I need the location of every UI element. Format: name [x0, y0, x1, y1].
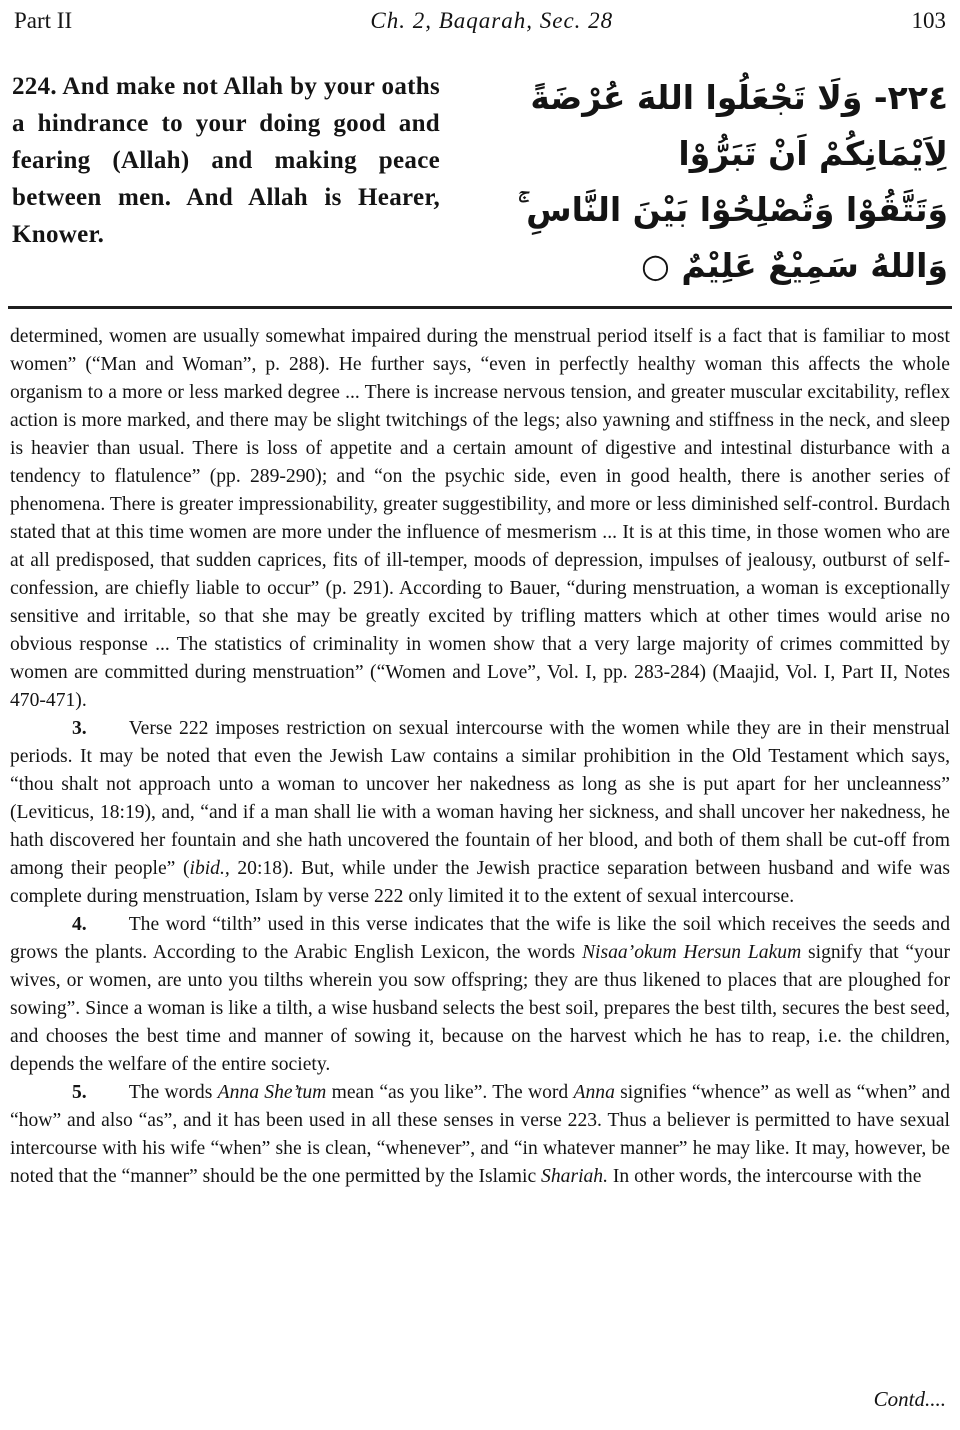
text-segment: Verse 222 imposes restriction on sexual intercourse with the women while they are in their menstrual periods. It may be noted that even the Jewish Law contains a similar prohibition in the Old Testament which says, “thou shalt not approach unto a woman to uncover her nakedness as long as she is put apart for her uncleanness” (Leviticus, 18:19), and, “and if a man shall lie with a woman having her sickness, and shall uncover her nakedness, he hath discovered her fountain and she hath uncovered the fountain of her blood, and both of them shall be cut-off from among their people” ( — [10, 718, 950, 879]
text-segment: signify that “your wives, or women, are unto you tilths wherein you sow offspring; they are thus likened to places that are ploughed for sowing”. Since a woman is like a tilth, a wise husband selects the best soil, prepares the best tilth, secures the best seed, and chooses the best time and manner of sowing it, because on the harvest which he has to reap, i.e. the children, depends the welfare of the entire society. — [10, 942, 950, 1075]
text-segment: determined, women are usually somewhat impaired during the menstrual period itself is a fact that is familiar to most women” (“Man and Woman”, p. 288). He further says, “even in perfectly healthy woman this affects the whole organism to a more or less marked degree ... There is increase nervous tension, and greater muscular excitability, reflex action is more marked, and there may be slight twitchings of the legs; also yawning and stiffness in the neck, and sleep is heavier than usual. There is loss of appetite and a certain amount of digestive and intestinal disturbance with a tendency to flatulence” (pp. 289-290); and “on the psychic side, even in good health, there is another series of phenomena. There is greater impressionability, greater suggestibility, and more or less diminished self-control. Burdach stated that at this time women are more under the influence of mesmerism ... It is at this time, in those women who are at all predisposed, that sudden caprices, fits of ill-temper, moods of depression, impulses of jealousy, outburst of self-confession, are chiefly liable to occur” (p. 291). According to Bauer, “during menstruation, a woman is exceptionally sensitive and irritable, so that she may be greatly excited by trifling matters which at other times would arise no obvious response ... The statistics of criminality in women show that a very large majority of crimes committed by women are committed during menstruation” (“Women and Love”, Vol. I, pp. 283-284) (Maajid, Vol. I, Part II, Notes 470-471). — [10, 326, 950, 711]
commentary-paragraph-continuation — [10, 323, 950, 715]
page-header — [0, 0, 960, 34]
text-segment: The words — [128, 1082, 218, 1103]
text-segment: The word “tilth” used in this verse indicates that the wife is like the soil which receives the seeds and grows the plants. According to the Arabic English Lexicon, the words — [10, 914, 950, 963]
header-page-number: 103 — [911, 8, 946, 33]
text-segment: Nisaa’okum Hersun Lakum — [581, 942, 802, 963]
header-chapter-title: Ch. 2, Baqarah, Sec. 28 — [370, 8, 614, 33]
text-segment: ibid., — [189, 858, 230, 879]
text-segment: Shariah. — [541, 1166, 608, 1187]
text-segment: Anna — [573, 1082, 615, 1103]
continued-marker: Contd.... — [873, 1387, 946, 1411]
verse-translation: 224. And make not Allah by your oaths a hindrance to your doing good and fearing (Allah) and making peace between men. And Allah is Hearer, Knower. — [12, 73, 440, 248]
text-segment: Anna She’tum — [217, 1082, 327, 1103]
text-segment: In other words, the intercourse with the — [608, 1166, 922, 1187]
commentary-paragraph-note-4 — [10, 911, 950, 1079]
text-segment: 20:18). But, while under the Jewish practice separation between husband and wife was complete during menstruation, Islam by verse 222 only limited it to the extent of sexual intercourse. — [10, 858, 950, 907]
commentary-paragraph-note-5 — [10, 1079, 950, 1191]
arabic-line: ٢٢٤- وَلَا تَجْعَلُوا اللهَ عُرْضَةً — [530, 78, 948, 117]
header-part-label: Part II — [14, 8, 73, 33]
arabic-line: وَاللهُ سَمِيْعٌ عَلِيْمٌ ○ — [641, 246, 948, 285]
text-segment: 4. — [72, 914, 87, 935]
text-segment: mean “as you like”. The word — [326, 1082, 574, 1103]
commentary-paragraph-note-3 — [10, 715, 950, 911]
text-segment: 3. — [72, 718, 87, 739]
verse-arabic-text — [468, 68, 948, 294]
text-segment: 5. — [72, 1082, 87, 1103]
arabic-line: وَتَتَّقُوْا وَتُصْلِحُوْا بَيْنَ النَّاسِ ۚ — [517, 190, 948, 229]
text-segment: signifies “whence” as well as “when” and “how” and also “as”, and it has been used in all these senses in verse 223. Thus a believer is permitted to have sexual intercourse with his wife “when” she is clean, “whenever”, and “in whatever manner” he may like. It may, however, be noted that the “manner” should be the one permitted by the Islamic — [10, 1082, 951, 1187]
arabic-line: لِاَيْمَانِكُمْ اَنْ تَبَرُّوْا — [678, 134, 948, 173]
verse-section — [0, 68, 960, 294]
commentary-body — [0, 309, 960, 1191]
